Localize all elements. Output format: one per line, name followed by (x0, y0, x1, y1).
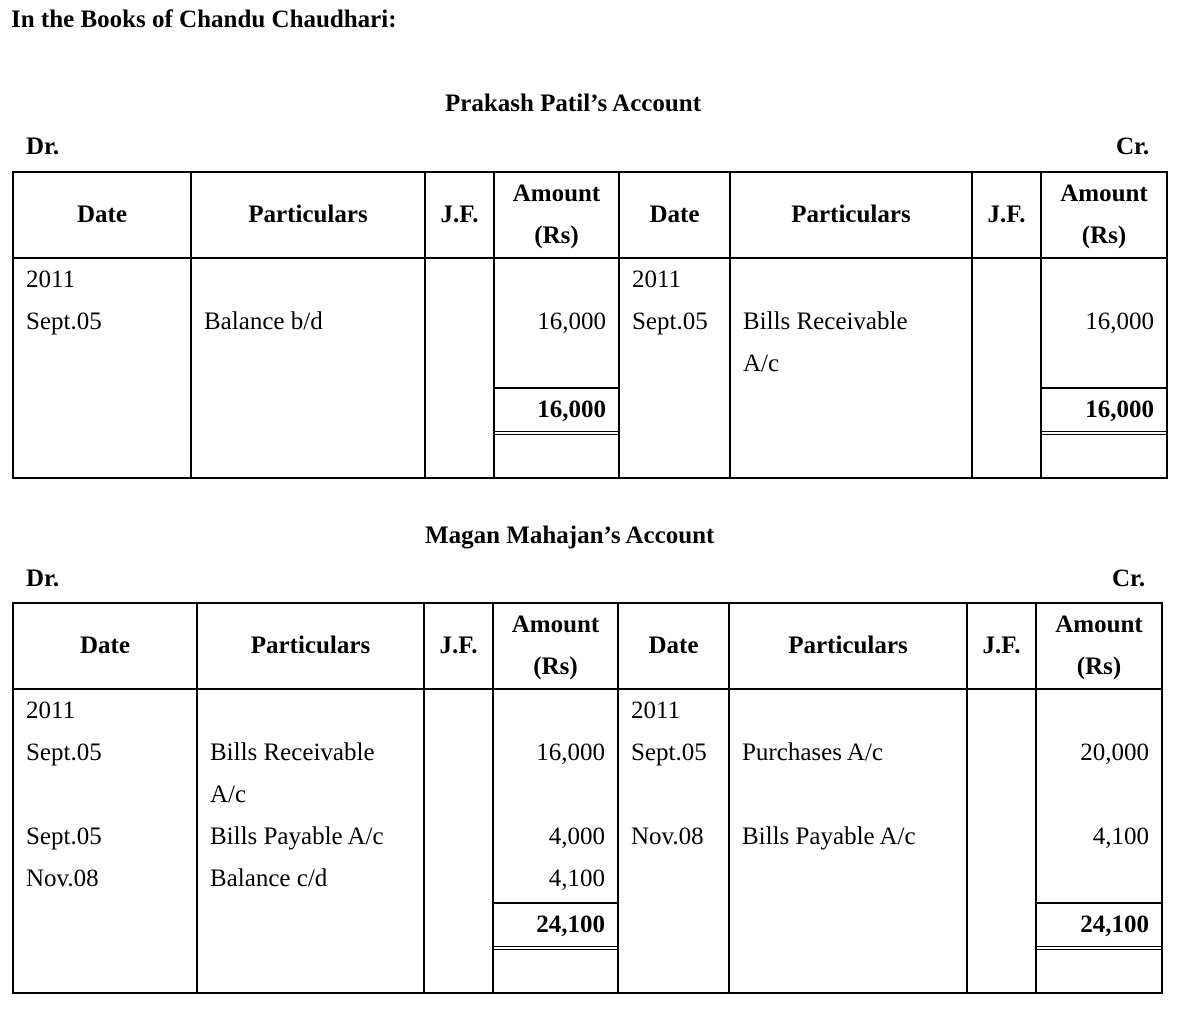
table-row (13, 258, 1167, 301)
col-jf: J.F. (424, 603, 493, 689)
table-row (13, 816, 1162, 858)
date-cell: Nov.08 (618, 816, 729, 858)
particulars-cell: Purchases A/c (729, 732, 967, 774)
col-particulars: Particulars (191, 172, 425, 258)
amount-cell: 16,000 (493, 732, 618, 774)
dr-total: 16,000 (495, 387, 618, 435)
cr-total: 24,100 (1037, 902, 1161, 950)
page-heading: In the Books of Chandu Chaudhari: (11, 6, 397, 33)
col-date: Date (619, 172, 730, 258)
col-amount: Amount (Rs) (1036, 603, 1162, 689)
col-particulars: Particulars (729, 603, 967, 689)
col-date: Date (13, 172, 191, 258)
amount-cell: 4,100 (493, 858, 618, 900)
particulars-cell: Bills Payable A/c (729, 816, 967, 858)
particulars-cell: Balance c/d (197, 858, 424, 900)
col-date: Date (13, 603, 197, 689)
cr-total: 16,000 (1042, 387, 1166, 435)
date-cell: Nov.08 (13, 858, 197, 900)
table-row (13, 858, 1162, 900)
magan-dr-label: Dr. (26, 565, 60, 592)
col-jf: J.F. (972, 172, 1041, 258)
particulars-cell: Bills Receivable A/c (730, 301, 972, 385)
magan-cr-label: Cr. (1112, 565, 1146, 592)
year-cell: 2011 (13, 258, 191, 301)
col-particulars: Particulars (197, 603, 424, 689)
year-cell: 2011 (619, 258, 730, 301)
prakash-ledger-table (12, 171, 1168, 479)
particulars-cell: Balance b/d (191, 301, 425, 343)
prakash-cr-label: Cr. (1116, 133, 1150, 160)
col-amount: Amount (Rs) (493, 603, 618, 689)
prakash-dr-label: Dr. (26, 133, 60, 160)
amount-cell: 16,000 (1041, 301, 1167, 343)
table-row (13, 732, 1162, 774)
magan-account-title: Magan Mahajan’s Account (425, 522, 715, 549)
col-particulars: Particulars (730, 172, 972, 258)
amount-cell: 4,100 (1036, 816, 1162, 858)
table-row (13, 301, 1167, 343)
date-cell: Sept.05 (618, 732, 729, 774)
date-cell: Sept.05 (13, 301, 191, 343)
date-cell: Sept.05 (13, 732, 197, 774)
magan-ledger-table (12, 602, 1163, 994)
date-cell: Sept.05 (619, 301, 730, 343)
col-jf: J.F. (425, 172, 494, 258)
particulars-cell: Bills Receivable A/c (197, 732, 424, 816)
date-cell: Sept.05 (13, 816, 197, 858)
dr-total: 24,100 (494, 902, 617, 950)
col-amount: Amount (Rs) (1041, 172, 1167, 258)
amount-cell: 20,000 (1036, 732, 1162, 774)
year-cell: 2011 (13, 689, 197, 732)
col-date: Date (618, 603, 729, 689)
prakash-account-title: Prakash Patil’s Account (445, 90, 702, 117)
year-cell: 2011 (618, 689, 729, 732)
amount-cell: 16,000 (494, 301, 619, 343)
particulars-cell: Bills Payable A/c (197, 816, 424, 858)
col-amount: Amount (Rs) (494, 172, 619, 258)
col-jf: J.F. (967, 603, 1036, 689)
table-row (13, 689, 1162, 732)
amount-cell: 4,000 (493, 816, 618, 858)
